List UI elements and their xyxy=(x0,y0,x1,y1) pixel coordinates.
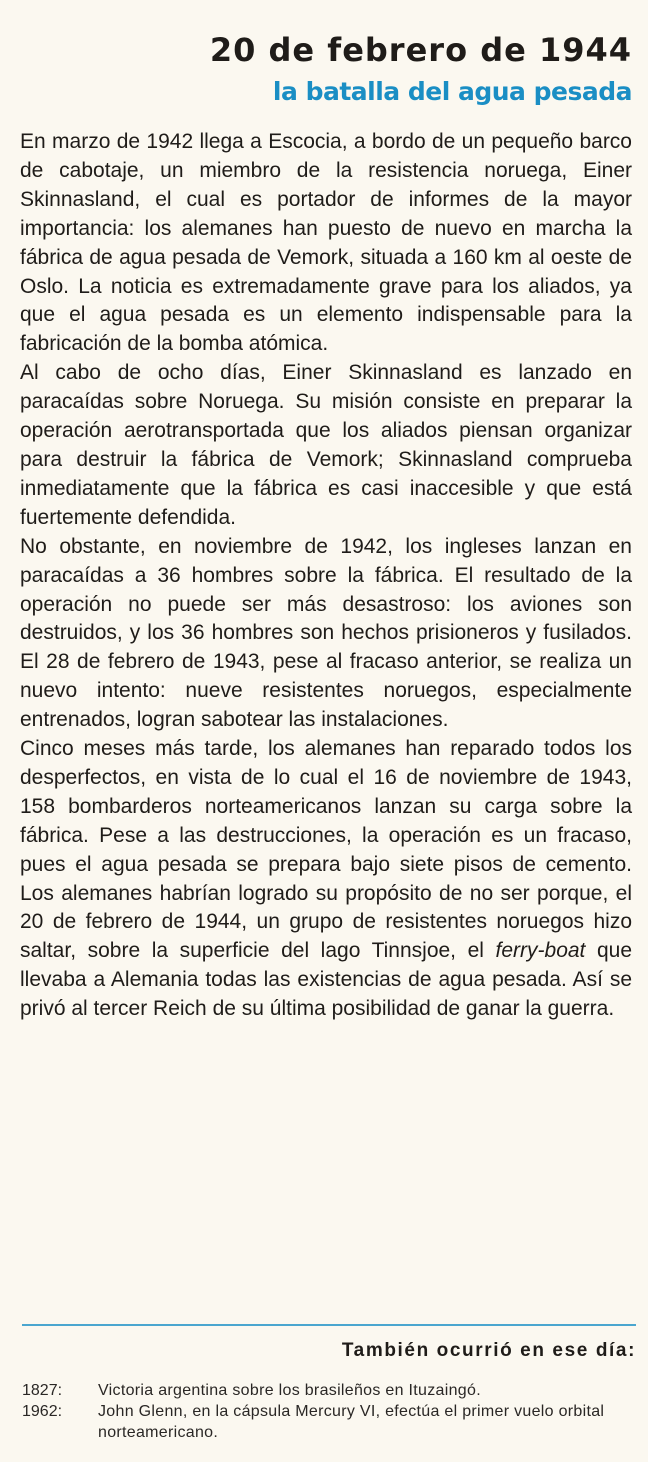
article-paragraph-4-end: que llevaba a Alemania todas las existencias de agua pesada. Así se privó al tercer Reich de su última posibilidad de ganar la guerra. xyxy=(20,939,633,1021)
event-year: 1827: xyxy=(22,1382,63,1399)
event-text: Victoria argentina sobre los brasileños en Ituzaingó. xyxy=(98,1382,481,1399)
article-paragraph-4-start: Cinco meses más tarde, los alemanes han reparado todos los desperfectos, en vista de lo cual el 16 de noviembre de 1943, 158 bombarderos norteamericanos lanzan su carga sobre la fábrica. Pese a las destrucciones, la operación es un fracaso, pues el agua pesada se prepara bajo siete pisos de cemento. Los alemanes habrían logrado su propósito de no ser porque, el 20 de febrero de 1944, un grupo de resistentes noruegos hizo saltar, sobre la superficie del lago Tinnsjoe, el xyxy=(20,737,632,963)
event-text: John Glenn, en la cápsula Mercury VI, efectúa el primer vuelo orbital norteamericano. xyxy=(98,1403,605,1441)
page-title: 20 de febrero de 1944 xyxy=(209,31,632,69)
page-subtitle: la batalla del agua pesada xyxy=(272,77,632,106)
article-paragraph-3: No obstante, en noviembre de 1942, los ingleses lanzan en paracaídas a 36 hombres sobre la fábrica. El resultado de la operación no puede ser más desastroso: los aviones son destruidos, y los 36 hombres son hechos prisioneros y fusilados. El 28 de febrero de 1943, pese al fracaso anterior, se realiza un nuevo intento: nueve resistentes noruegos, especialmente entrenados, logran sabotear las instalaciones. xyxy=(20,534,632,732)
event-year: 1962: xyxy=(22,1403,63,1420)
article-paragraph-4 xyxy=(20,735,632,1024)
article-paragraph-2: Al cabo de ocho días, Einer Skinnasland es lanzado en paracaídas sobre Noruega. Su misión consiste en preparar la operación aerotransportada que los aliados piensan organizar para destruir la fábrica de Vemork; Skinnasland comprueba inmediatamente que la fábrica es casi inaccesible y que está fuertemente defendida. xyxy=(20,361,632,529)
event-item xyxy=(22,1401,638,1443)
event-item xyxy=(22,1380,638,1401)
article-body xyxy=(20,128,632,1024)
events-list xyxy=(22,1380,638,1443)
also-happened-heading: También ocurrió en ese día: xyxy=(341,1340,636,1361)
article-paragraph-1: En marzo de 1942 llega a Escocia, a bordo de un pequeño barco de cabotaje, un miembro de la resistencia noruega, Einer Skinnasland, el cual es portador de informes de la mayor importancia: los alemanes han puesto de nuevo en marcha la fábrica de agua pesada de Vemork, situada a 160 km al oeste de Oslo. La noticia es extremadamente grave para los aliados, ya que el agua pesada es un elemento indispensable para la fabricación de la bomba atómica. xyxy=(20,130,632,356)
section-divider xyxy=(22,1324,636,1326)
ferry-boat-term: ferry-boat xyxy=(495,939,586,963)
